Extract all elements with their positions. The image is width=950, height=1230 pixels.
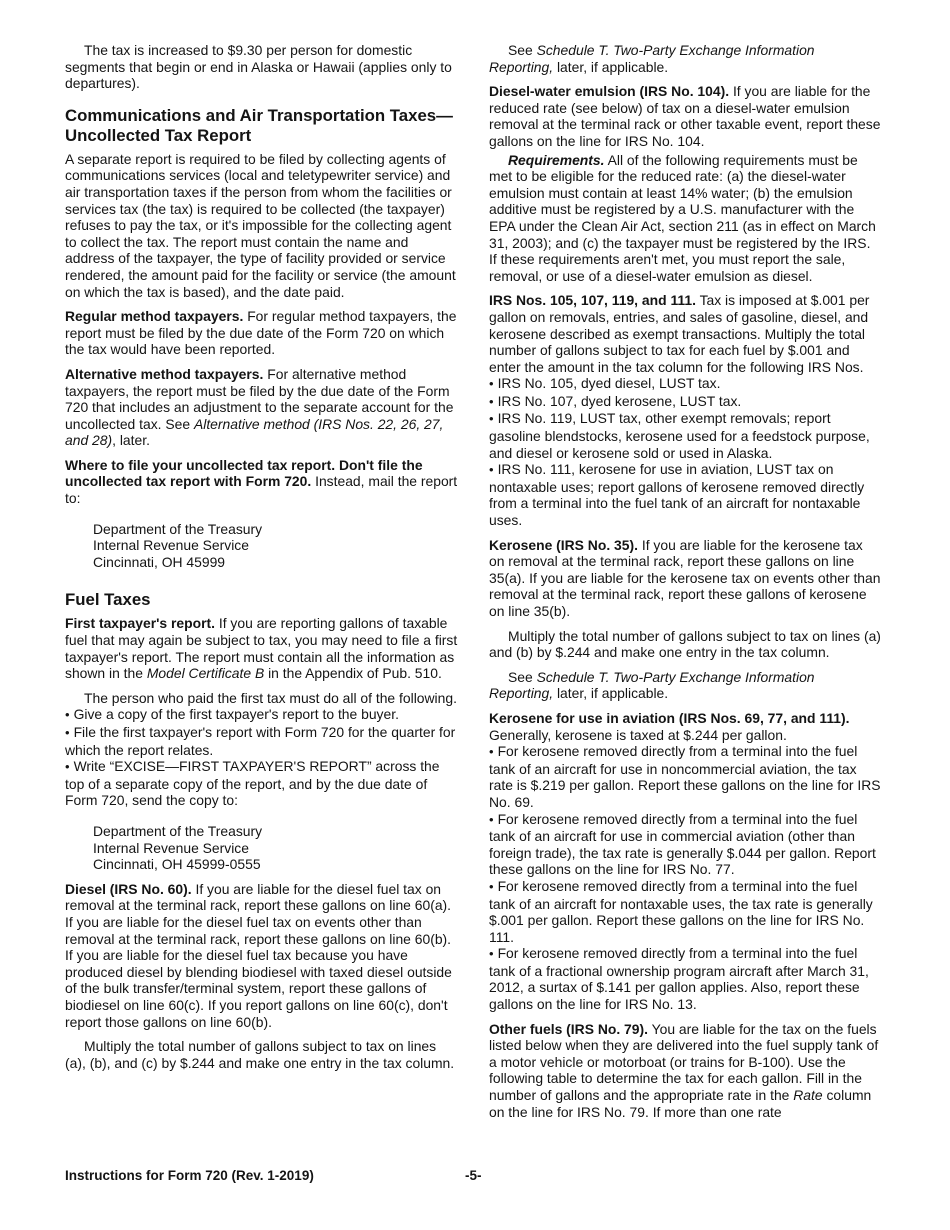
regular-method-paragraph [65, 308, 458, 358]
diesel-lead: Diesel (IRS No. 60). [65, 880, 192, 897]
list-item: • For kerosene removed directly from a terminal into the fuel tank of an aircraft for nontaxable uses, the tax rate is generally $.001 per gallon. Report these gallons on the line for IRS No. 111. [489, 877, 873, 945]
first-taxpayer-tail: in the Appendix of Pub. 510. [268, 665, 442, 682]
alt-method-tail: , later. [112, 432, 150, 449]
bullet-icon: • [489, 411, 494, 427]
list-item: • IRS No. 105, dyed diesel, LUST tax. [489, 375, 721, 392]
where-to-file-lead: Where to file your uncollected tax report. Don't file the uncollected tax report with Form 720. [65, 456, 423, 490]
schedule-t-link-text: Schedule T. Two-Party Exchange Information Reporting, [489, 668, 815, 702]
bullet-icon: • [65, 759, 70, 775]
kerosene-multiply-paragraph: Multiply the total number of gallons subject to tax on lines (a) and (b) by $.244 and make one entry in the tax column. [489, 627, 881, 661]
kerosene-body: If you are liable for the kerosene tax on removal at the terminal rack, report these gallons on line 35(a). If you are liable for the kerosene tax on events other than removal at the terminal rack, report these gallons of kerosene on line 35(b). [489, 536, 881, 619]
first-taxpayer-bullets [65, 706, 458, 809]
first-taxpayer-body: If you are reporting gallons of taxable fuel that may again be subject to tax, you may need to file a first taxpayer's report. The report must contain all the information as shown in the [65, 615, 458, 682]
diesel-water-lead: Diesel-water emulsion (IRS No. 104). [489, 83, 730, 100]
irs-nos-paragraph [489, 292, 881, 375]
bullet-icon: • [489, 462, 494, 478]
alt-method-body: For alternative method taxpayers, the report must be filed by the due date of the Form 720 that includes an adjustment to the separate account for the uncollected tax. See [65, 365, 454, 432]
where-to-file-body: Instead, mail the report to: [65, 473, 458, 507]
bullet-icon: • [489, 744, 494, 760]
kerosene-paragraph [489, 537, 881, 620]
other-fuels-rate-ref: Rate [793, 1087, 823, 1104]
comm-heading: Communications and Air Transportation Taxes—Uncollected Tax Report [65, 105, 453, 145]
intro-paragraph: The tax is increased to $9.30 per person for domestic segments that begin or end in Alaska or Hawaii (applies only to departures). [65, 42, 452, 92]
list-item: • Give a copy of the first taxpayer's report to the buyer. [65, 706, 399, 723]
bullet-icon: • [489, 393, 494, 409]
schedule-t-link-text: Schedule T. Two-Party Exchange Information Reporting, [489, 42, 815, 75]
other-fuels-paragraph [489, 1021, 881, 1121]
aviation-body: Generally, kerosene is taxed at $.244 per gallon. [489, 726, 787, 743]
diesel-body: If you are liable for the diesel fuel tax on removal at the terminal rack, report these gallons on line 60(a). If you are liable for the diesel fuel tax on events other than removal at the terminal rack, report these gallons on line 60(b). If you are liable for the diesel fuel tax because you have produced diesel by blending biodiesel with taxed diesel outside of the bulk transfer/terminal system, report these gallons of biodiesel on line 60(c). If you report gallons on line 60(c), don't report those gallons on line 60(b). [65, 880, 452, 1030]
list-item: • For kerosene removed directly from a terminal into the fuel tank of an aircraft for use in noncommercial aviation, the tax rate is $.219 per gallon. Report these gallons on the line for IRS No. 69. [489, 743, 881, 810]
address-line: Internal Revenue Service [93, 839, 249, 856]
mailing-address-first-taxpayer [93, 823, 458, 873]
first-taxpayer-paragraph [65, 615, 458, 681]
first-taxpayer-lead: First taxpayer's report. [65, 615, 215, 632]
regular-method-body: For regular method taxpayers, the report must be filed by the due date of the Form 720 on which the tax would have been reported. [65, 308, 457, 358]
schedule-t-reference-2: See Schedule T. Two-Party Exchange Information Reporting, later, if applicable. [489, 668, 815, 702]
address-line: Department of the Treasury [93, 520, 263, 537]
address-line: Cincinnati, OH 45999 [93, 553, 226, 570]
diesel-paragraph [65, 881, 458, 1030]
alt-method-lead: Alternative method taxpayers. [65, 365, 264, 382]
kerosene-lead: Kerosene (IRS No. 35). [489, 536, 638, 553]
comm-paragraph: A separate report is required to be filed by collecting agents of communications services (local and teletypewriter service) and air transportation taxes if the person from whom the facilities or services tax (the tax) is required to be collected (the taxpayer) refuses to pay the tax, or it's impossible for the collecting agent to collect the tax. The report must contain the name and address of the taxpayer, the type of facility provided or service rendered, the amount paid for the facility or service (the amount on which the tax is based), and the date paid. [65, 150, 456, 300]
irs-nos-lead: IRS Nos. 105, 107, 119, and 111. [489, 292, 696, 309]
bullet-icon: • [489, 946, 494, 962]
where-to-file-paragraph [65, 457, 458, 507]
right-column [489, 42, 881, 1128]
diesel-water-paragraph [489, 83, 881, 149]
schedule-t-reference: See Schedule T. Two-Party Exchange Information Reporting, later, if applicable. [489, 42, 815, 75]
bullet-icon: • [489, 878, 494, 894]
aviation-lead: Kerosene for use in aviation (IRS Nos. 69, 77, and 111). [489, 709, 850, 726]
requirements-lead: Requirements. [508, 151, 605, 168]
bullet-icon: • [489, 811, 494, 827]
irs-nos-body: Tax is imposed at $.001 per gallon on removals, entries, and sales of gasoline, diesel, and kerosene described as exempt transactions. Multiply the total number of gallons subject to tax for each fuel by $.001 and enter the amount in the tax column for the following IRS Nos. [489, 292, 870, 375]
bullet-icon: • [65, 725, 70, 740]
list-item: • IRS No. 119, LUST tax, other exempt removals; report gasoline blendstocks, kerosene used for a feedstock purpose, and diesel or kerosene sold or used in Alaska. [489, 410, 870, 461]
first-taxpayer-reference: Model Certificate B [146, 665, 265, 682]
bullet-icon: • [65, 707, 70, 723]
other-fuels-lead: Other fuels (IRS No. 79). [489, 1020, 648, 1037]
diesel-water-body: If you are liable for the reduced rate (see below) of tax on a diesel-water emulsion removal at the terminal rack or other taxable event, report these gallons on the line for IRS No. 104. [489, 83, 881, 149]
list-item: • IRS No. 111, kerosene for use in aviation, LUST tax on nontaxable uses; report gallons of kerosene removed directly from a terminal into the fuel tank of an aircraft for nontaxable uses. [489, 461, 865, 529]
fuel-taxes-heading: Fuel Taxes [65, 590, 151, 610]
address-line: Department of the Treasury [93, 822, 263, 839]
requirements-paragraph [489, 152, 881, 285]
list-item: • For kerosene removed directly from a terminal into the fuel tank of an aircraft for use in commercial aviation (other than foreign trade), the tax rate is generally $.044 per gallon. Report these gallons on the line for IRS No. 77. [489, 810, 876, 878]
requirements-body: All of the following requirements must be met to be eligible for the reduced rate: (a) the diesel-water emulsion must contain at least 14% water; (b) the emulsion additive must be registered by a U.S. manufacturer with the EPA under the Clean Air Act, section 211 (as in effect on March 31, 2003); and (c) the taxpayer must be registered by the IRS. If these requirements aren't met, you must report the sale, removal, or use of a diesel-water emulsion as diesel. [489, 151, 876, 284]
aviation-paragraph [489, 710, 881, 743]
regular-method-lead: Regular method taxpayers. [65, 308, 244, 325]
alt-method-reference: Alternative method (IRS Nos. 22, 26, 27, and 28) [65, 415, 444, 449]
page-number: -5- [465, 1168, 482, 1183]
alt-method-paragraph [65, 366, 458, 449]
address-line: Internal Revenue Service [93, 537, 249, 554]
form-identifier: Instructions for Form 720 (Rev. 1-2019) [65, 1168, 314, 1183]
list-item: • For kerosene removed directly from a terminal into the fuel tank of a fractional ownership program aircraft after March 31, 2012, a surtax of $.141 per gallon applies. Also, report these gallons on the line for IRS No. 13. [489, 945, 869, 1013]
other-fuels-body: You are liable for the tax on the fuels listed below when they are delivered into the fuel supply tank of a motor vehicle or motorboat (or trains for B-100). Use the following table to determine the tax for each gallon. Fill in the number of gallons and the appropriate rate in the [489, 1020, 879, 1104]
list-item: • Write “EXCISE—FIRST TAXPAYER'S REPORT” across the top of a separate copy of the report, and by the due date of Form 720, send the copy to: [65, 758, 440, 809]
list-item: • File the first taxpayer's report with Form 720 for the quarter for which the report relates. [65, 724, 456, 758]
bullet-icon: • [489, 376, 494, 392]
list-item: • IRS No. 107, dyed kerosene, LUST tax. [489, 392, 742, 409]
irs-nos-bullets [489, 375, 881, 528]
aviation-bullets [489, 743, 881, 1013]
mailing-address-uncollected [93, 521, 458, 571]
diesel-multiply-paragraph: Multiply the total number of gallons subject to tax on lines (a), (b), and (c) by $.244 and make one entry in the tax column. [65, 1038, 455, 1071]
other-fuels-tail: column on the line for IRS No. 79. If more than one rate [489, 1087, 872, 1120]
address-line: Cincinnati, OH 45999-0555 [93, 856, 261, 873]
person-paid-paragraph: The person who paid the first tax must do all of the following. [84, 689, 457, 706]
left-column [65, 42, 458, 1079]
